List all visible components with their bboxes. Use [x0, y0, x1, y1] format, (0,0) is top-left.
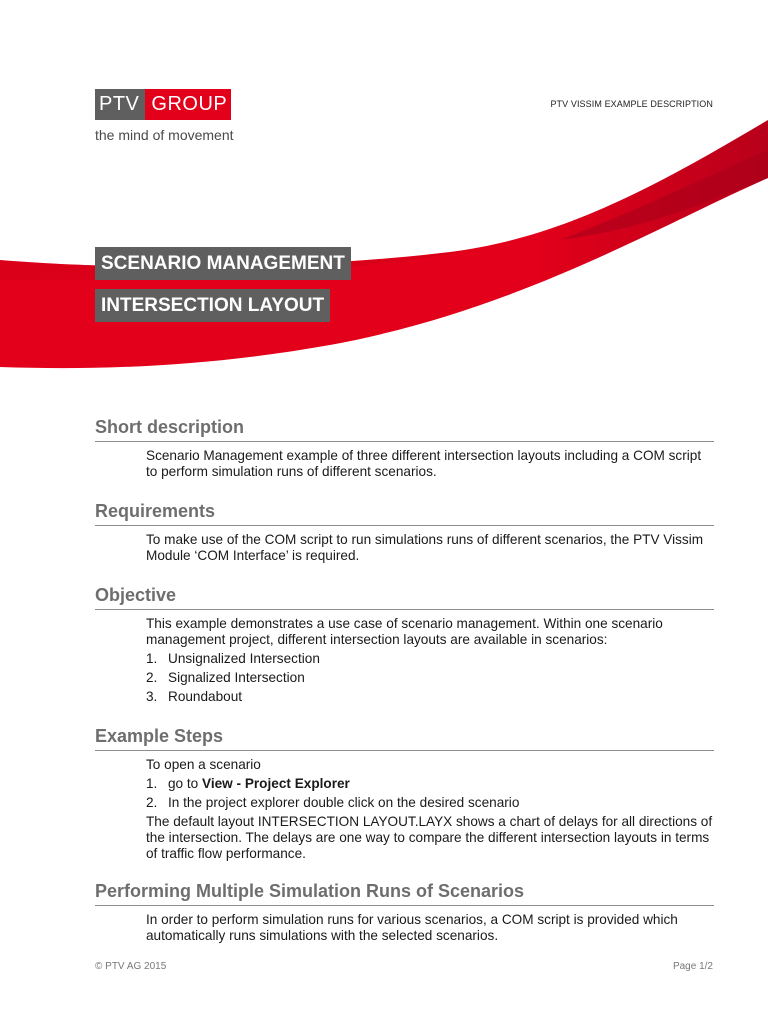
section-body — [146, 757, 714, 862]
list-number: 2. — [146, 670, 158, 685]
section-body — [146, 448, 714, 480]
logo-group-text: GROUP — [145, 89, 231, 120]
list-item — [146, 651, 714, 667]
paragraph: Scenario Management example of three different intersection layouts including a COM script to perform simulation runs of different scenarios. — [146, 448, 702, 479]
title-scenario-management: SCENARIO MANAGEMENT — [95, 247, 351, 280]
page-number: Page 1/2 — [672, 961, 713, 972]
list-number: 2. — [146, 795, 158, 810]
menu-path: View - Project Explorer — [202, 776, 350, 791]
list-item — [146, 776, 714, 792]
section-body — [146, 532, 714, 564]
list-text: Unsignalized Intersection — [168, 651, 320, 666]
copyright: © PTV AG 2015 — [95, 961, 167, 972]
title-intersection-layout: INTERSECTION LAYOUT — [95, 289, 330, 322]
list-number: 3. — [146, 689, 158, 704]
document-type-label: PTV VISSIM EXAMPLE DESCRIPTION — [550, 99, 713, 109]
section-heading: Example Steps — [95, 726, 714, 751]
section-body — [146, 616, 714, 705]
section-heading: Performing Multiple Simulation Runs of Scenarios — [95, 881, 714, 906]
section-short-description — [95, 417, 714, 480]
list-text-prefix: go to — [168, 776, 203, 791]
section-heading: Requirements — [95, 501, 714, 526]
list-item — [146, 795, 714, 811]
section-requirements — [95, 501, 714, 564]
section-example-steps — [95, 726, 714, 862]
paragraph: In order to perform simulation runs for various scenarios, a COM script is provided which automatically runs simulations with the selected scenarios. — [146, 912, 678, 943]
paragraph: This example demonstrates a use case of scenario management. Within one scenario management project, different intersection layouts are available in scenarios: — [146, 616, 663, 647]
section-multiple-runs — [95, 881, 714, 944]
list-number: 1. — [146, 651, 158, 666]
paragraph: The default layout INTERSECTION LAYOUT.LAYX shows a chart of delays for all directions of the intersection. The delays are one way to compare the different intersection layouts in terms of traffic flow performance. — [146, 814, 713, 861]
list-text: In the project explorer double click on the desired scenario — [168, 795, 520, 810]
ptv-group-logo — [95, 89, 231, 120]
list-number: 1. — [146, 776, 158, 791]
paragraph: To make use of the COM script to run simulations runs of different scenarios, the PTV Vissim Module ‘COM Interface’ is required. — [146, 532, 704, 563]
list-text: Signalized Intersection — [168, 670, 305, 685]
list-item — [146, 670, 714, 686]
section-heading: Short description — [95, 417, 714, 442]
list-text — [168, 776, 350, 792]
paragraph: To open a scenario — [146, 757, 261, 772]
section-heading: Objective — [95, 585, 714, 610]
section-body — [146, 912, 714, 944]
tagline: the mind of movement — [95, 127, 234, 143]
section-objective — [95, 585, 714, 705]
logo-ptv-text: PTV — [95, 89, 145, 120]
list-text: Roundabout — [168, 689, 243, 704]
list-item — [146, 689, 714, 705]
